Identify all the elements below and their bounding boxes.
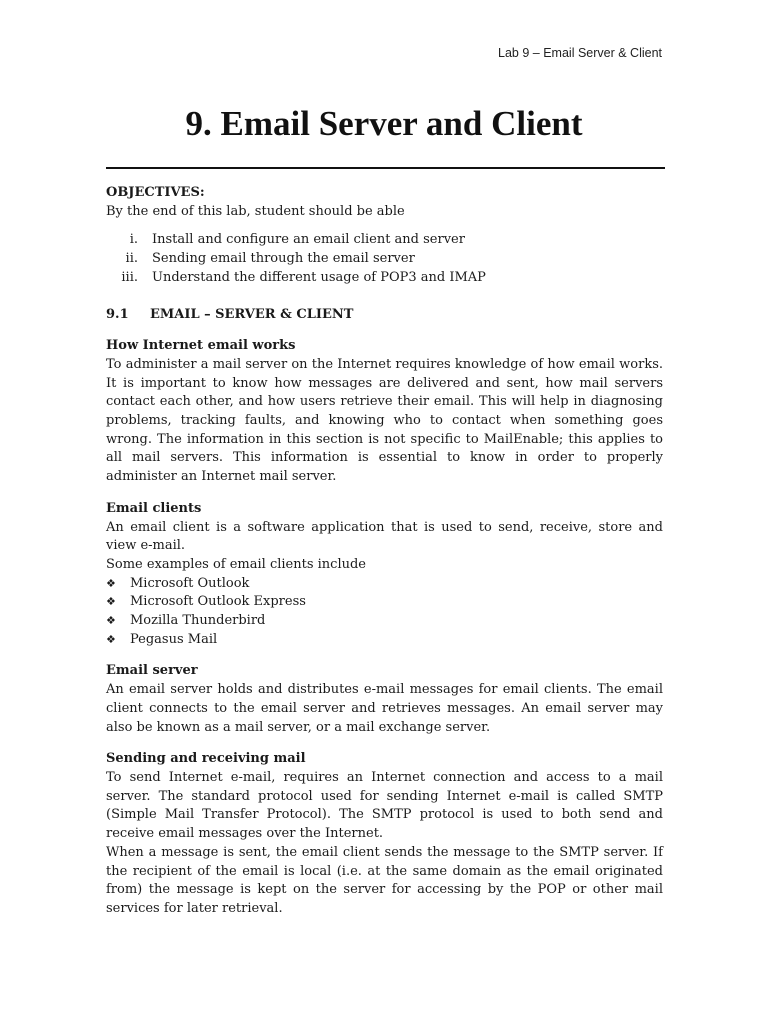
- list-item-text: Microsoft Outlook Express: [130, 594, 306, 610]
- list-item: [106, 231, 663, 250]
- list-item-text: Microsoft Outlook: [130, 575, 250, 591]
- email-server-heading: Email server: [106, 663, 198, 679]
- diamond-bullet-icon: ❖: [106, 595, 116, 609]
- list-item-text: Install and configure an email client and server: [152, 232, 465, 248]
- list-item-text: Understand the different usage of POP3 and IMAP: [152, 269, 486, 285]
- email-server-text: An email server holds and distributes e-mail messages for email clients. The email client connects to the email server and retrieves messages. An email server may also be known as a mail server, or a mail exchange server.: [106, 682, 663, 735]
- list-item-text: Mozilla Thunderbird: [130, 613, 266, 629]
- sending-receiving-heading: Sending and receiving mail: [106, 751, 306, 767]
- how-email-works-text: To administer a mail server on the Internet requires knowledge of how email works. It is important to know how messages are delivered and sent, how mail servers contact each other, and how users retrieve their email. This will help in diagnosing problems, tracking faults, and knowing who to contact when something goes wrong. The information in this section is not specific to MailEnable; this applies to all mail servers. This information is essential to know in order to properly administer an Internet mail server.: [106, 356, 663, 485]
- list-item: [106, 575, 663, 594]
- list-item: [106, 593, 663, 612]
- objectives-intro: By the end of this lab, student should be able: [106, 203, 405, 219]
- email-clients-text: An email client is a software application that is used to send, receive, store and view e-mail.: [106, 519, 663, 554]
- document-body: [106, 184, 663, 919]
- section-heading: [106, 306, 663, 325]
- list-item-number: ii.: [125, 251, 138, 267]
- list-item-text: Sending email through the email server: [152, 251, 415, 267]
- chapter-title: 9. Email Server and Client: [185, 104, 583, 143]
- list-item: [106, 631, 663, 650]
- email-clients-examples-intro: Some examples of email clients include: [106, 556, 366, 572]
- diamond-bullet-icon: ❖: [106, 614, 116, 628]
- list-item: [106, 612, 663, 631]
- section-number: 9.1: [106, 306, 129, 322]
- how-email-works-heading: How Internet email works: [106, 338, 296, 354]
- list-item-number: i.: [129, 232, 138, 248]
- running-header: Lab 9 – Email Server & Client: [498, 46, 662, 60]
- list-item: [106, 269, 663, 288]
- objectives-heading: OBJECTIVES:: [106, 185, 205, 200]
- list-item-text: Pegasus Mail: [130, 631, 218, 647]
- email-clients-heading: Email clients: [106, 500, 202, 516]
- diamond-bullet-icon: ❖: [106, 576, 116, 590]
- list-item-number: iii.: [121, 269, 138, 285]
- sending-receiving-text-1: To send Internet e-mail, requires an Internet connection and access to a mail server. The standard protocol used for sending Internet e-mail is called SMTP (Simple Mail Transfer Protocol). The SMTP protocol is used to both send and receive email messages over the Internet.: [106, 769, 663, 842]
- section-title: EMAIL – SERVER & CLIENT: [150, 306, 354, 322]
- list-item: [106, 250, 663, 269]
- title-rule: [106, 167, 665, 169]
- diamond-bullet-icon: ❖: [106, 632, 116, 646]
- email-clients-list: [106, 575, 663, 650]
- sending-receiving-text-2: When a message is sent, the email client sends the message to the SMTP server. If the recipient of the email is local (i.e. at the same domain as the email originated from) the message is kept on the server for accessing by the POP or other mail services for later retrieval.: [106, 844, 663, 916]
- objectives-list: [106, 231, 663, 287]
